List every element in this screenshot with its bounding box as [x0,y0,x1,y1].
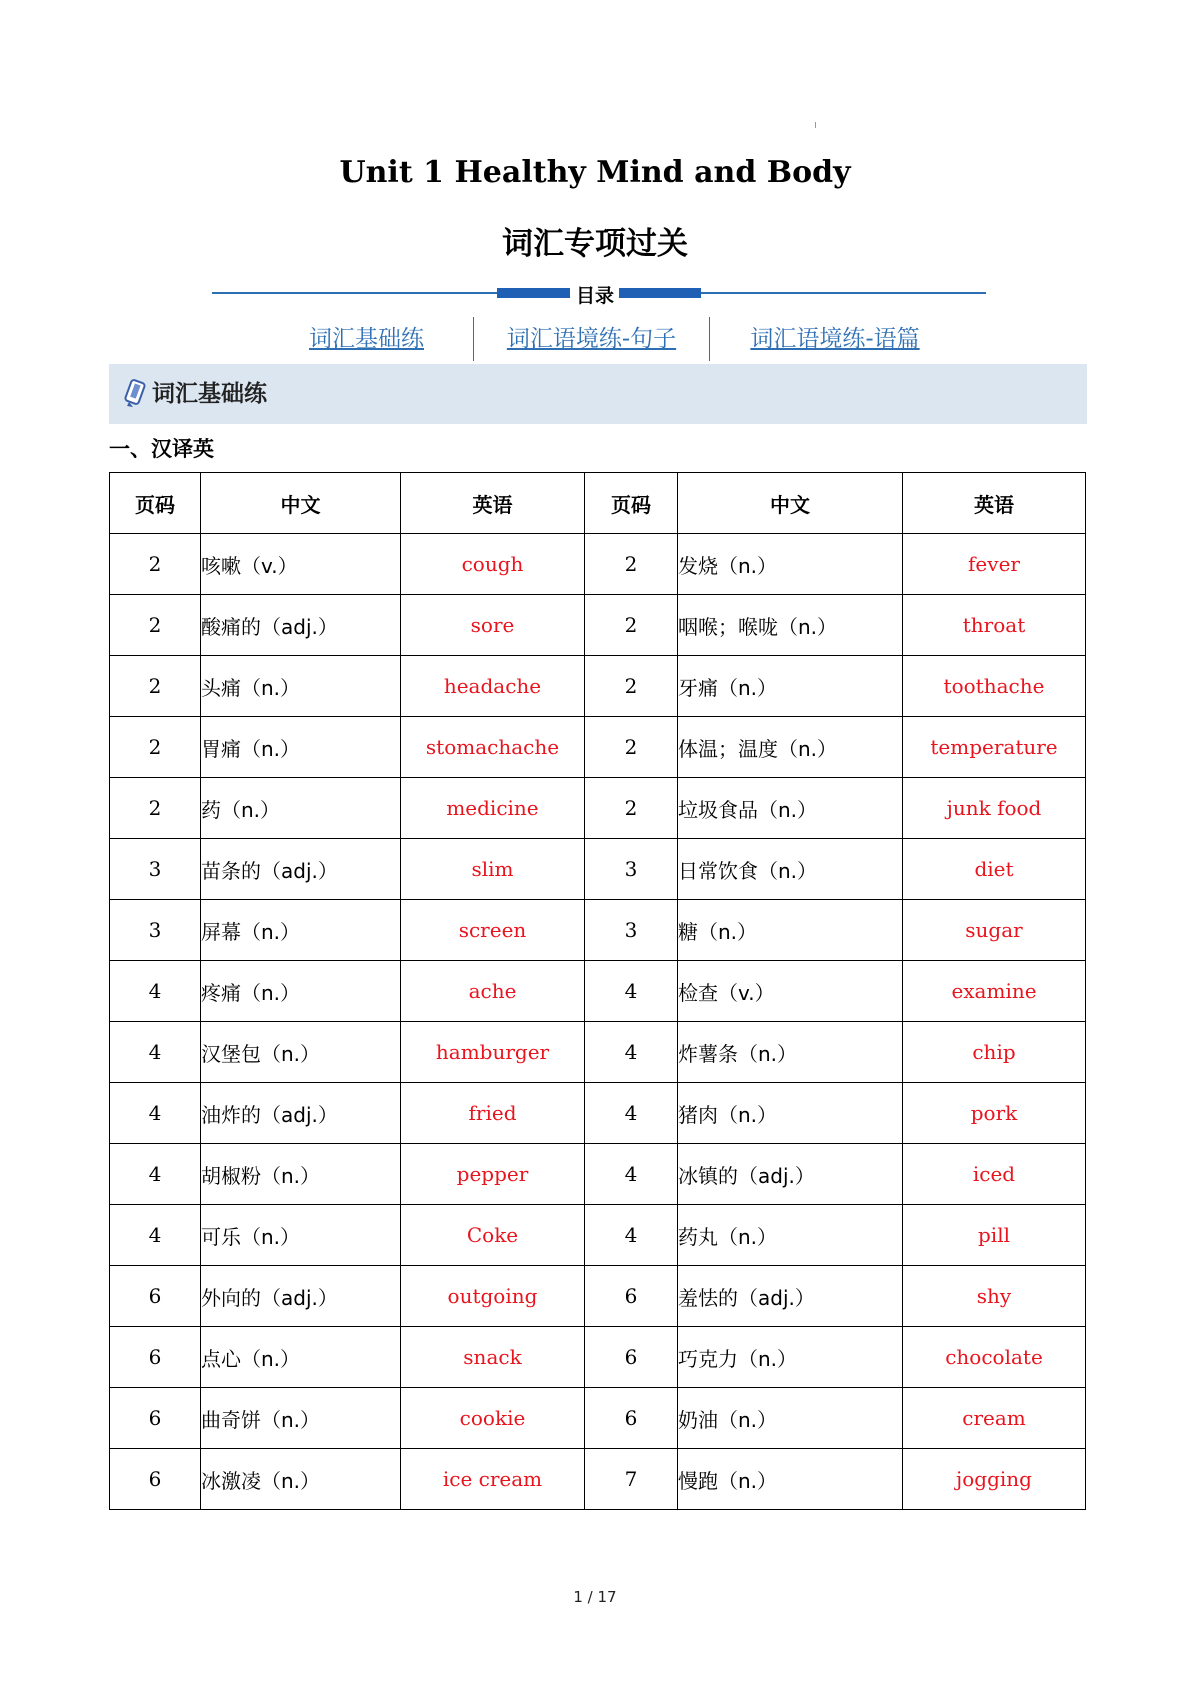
english-answer: ache [401,961,585,1022]
chinese-cell: 慢跑（n.） [678,1449,903,1510]
chinese-cell: 胡椒粉（n.） [201,1144,401,1205]
english-answer: slim [401,839,585,900]
page-cell: 4 [585,961,678,1022]
header-page: 页码 [110,473,201,534]
page-cell: 6 [585,1266,678,1327]
chinese-cell: 巧克力（n.） [678,1327,903,1388]
page-mark [815,122,816,128]
document-title: Unit 1 Healthy Mind and Body [339,155,851,190]
english-answer: jogging [903,1449,1086,1510]
chinese-cell: 可乐（n.） [201,1205,401,1266]
chinese-cell: 点心（n.） [201,1327,401,1388]
table-row [110,778,1086,839]
page-cell: 3 [110,900,201,961]
toc-rule-left [212,292,497,294]
english-answer: cough [401,534,585,595]
chinese-cell: 咽喉；喉咙（n.） [678,595,903,656]
header-page: 页码 [585,473,678,534]
toc-link-passage-practice[interactable]: 词汇语境练-语篇 [750,326,920,352]
english-answer: toothache [903,656,1086,717]
page-cell: 4 [585,1022,678,1083]
english-answer: pill [903,1205,1086,1266]
english-answer: snack [401,1327,585,1388]
english-answer: throat [903,595,1086,656]
toc-bar-right [619,288,701,298]
header-english: 英语 [903,473,1086,534]
english-answer: ice cream [401,1449,585,1510]
page-cell: 4 [110,1144,201,1205]
page-cell: 2 [585,656,678,717]
page-cell: 6 [110,1449,201,1510]
chinese-cell: 羞怯的（adj.） [678,1266,903,1327]
page-cell: 4 [110,1083,201,1144]
page-cell: 4 [585,1144,678,1205]
page-cell: 2 [110,595,201,656]
header-chinese: 中文 [678,473,903,534]
english-answer: sugar [903,900,1086,961]
chinese-cell: 体温；温度（n.） [678,717,903,778]
header-chinese: 中文 [201,473,401,534]
english-answer: junk food [903,778,1086,839]
english-answer: medicine [401,778,585,839]
chinese-cell: 炸薯条（n.） [678,1022,903,1083]
english-answer: headache [401,656,585,717]
chinese-cell: 头痛（n.） [201,656,401,717]
table-row [110,1022,1086,1083]
table-row [110,717,1086,778]
page-cell: 2 [110,534,201,595]
chinese-cell: 咳嗽（v.） [201,534,401,595]
page-cell: 4 [110,1205,201,1266]
english-answer: fried [401,1083,585,1144]
english-answer: fever [903,534,1086,595]
chinese-cell: 油炸的（adj.） [201,1083,401,1144]
page-cell: 3 [110,839,201,900]
page-cell: 7 [585,1449,678,1510]
section-header [109,364,1087,424]
english-answer: cream [903,1388,1086,1449]
chinese-cell: 冰激凌（n.） [201,1449,401,1510]
chinese-cell: 检查（v.） [678,961,903,1022]
page-cell: 6 [110,1266,201,1327]
table-row [110,900,1086,961]
table-row [110,1266,1086,1327]
page-cell: 2 [585,534,678,595]
chinese-cell: 日常饮食（n.） [678,839,903,900]
chinese-cell: 屏幕（n.） [201,900,401,961]
english-answer: Coke [401,1205,585,1266]
table-row [110,534,1086,595]
chinese-cell: 曲奇饼（n.） [201,1388,401,1449]
chinese-cell: 奶油（n.） [678,1388,903,1449]
page-cell: 4 [585,1083,678,1144]
english-answer: iced [903,1144,1086,1205]
table-row [110,1144,1086,1205]
table-row [110,656,1086,717]
page-cell: 6 [585,1388,678,1449]
page-number: 1 / 17 [573,1588,617,1606]
english-answer: hamburger [401,1022,585,1083]
page-cell: 2 [110,778,201,839]
english-answer: diet [903,839,1086,900]
exercise-heading: 一、汉译英 [109,437,214,461]
chinese-cell: 药（n.） [201,778,401,839]
chinese-cell: 疼痛（n.） [201,961,401,1022]
chinese-cell: 猪肉（n.） [678,1083,903,1144]
toc-links [260,317,960,361]
english-answer: chip [903,1022,1086,1083]
english-answer: shy [903,1266,1086,1327]
english-answer: temperature [903,717,1086,778]
page-cell: 2 [585,717,678,778]
chinese-cell: 外向的（adj.） [201,1266,401,1327]
english-answer: cookie [401,1388,585,1449]
page-cell: 4 [110,961,201,1022]
document-subtitle: 词汇专项过关 [502,226,688,262]
table-row [110,1449,1086,1510]
english-answer: pepper [401,1144,585,1205]
chinese-cell: 药丸（n.） [678,1205,903,1266]
chinese-cell: 冰镇的（adj.） [678,1144,903,1205]
english-answer: chocolate [903,1327,1086,1388]
table-row [110,961,1086,1022]
page-cell: 2 [110,717,201,778]
chinese-cell: 垃圾食品（n.） [678,778,903,839]
table-header-row [110,473,1086,534]
page-cell: 3 [585,900,678,961]
chinese-cell: 苗条的（adj.） [201,839,401,900]
english-answer: examine [903,961,1086,1022]
page-cell: 6 [110,1388,201,1449]
section-title: 词汇基础练 [152,381,267,407]
page-cell: 2 [585,778,678,839]
page-cell: 4 [585,1205,678,1266]
table-row [110,1205,1086,1266]
table-row [110,1388,1086,1449]
table-row [110,595,1086,656]
page-cell: 6 [585,1327,678,1388]
table-row [110,1083,1086,1144]
vocab-table [109,472,1086,1510]
header-english: 英语 [401,473,585,534]
toc-bar-left [497,288,571,298]
english-answer: outgoing [401,1266,585,1327]
english-answer: pork [903,1083,1086,1144]
chinese-cell: 发烧（n.） [678,534,903,595]
page-cell: 2 [585,595,678,656]
english-answer: sore [401,595,585,656]
chinese-cell: 胃痛（n.） [201,717,401,778]
toc-link-basic-practice[interactable]: 词汇基础练 [309,326,424,352]
chinese-cell: 糖（n.） [678,900,903,961]
english-answer: screen [401,900,585,961]
toc-link-sentence-practice[interactable]: 词汇语境练-句子 [506,326,677,352]
toc-rule-right [701,292,986,294]
page-cell: 6 [110,1327,201,1388]
page-cell: 3 [585,839,678,900]
chinese-cell: 牙痛（n.） [678,656,903,717]
chinese-cell: 汉堡包（n.） [201,1022,401,1083]
table-row [110,1327,1086,1388]
page-cell: 4 [110,1022,201,1083]
toc-label: 目录 [570,281,620,308]
pencil-icon [123,378,149,408]
table-row [110,839,1086,900]
english-answer: stomachache [401,717,585,778]
page-cell: 2 [110,656,201,717]
chinese-cell: 酸痛的（adj.） [201,595,401,656]
